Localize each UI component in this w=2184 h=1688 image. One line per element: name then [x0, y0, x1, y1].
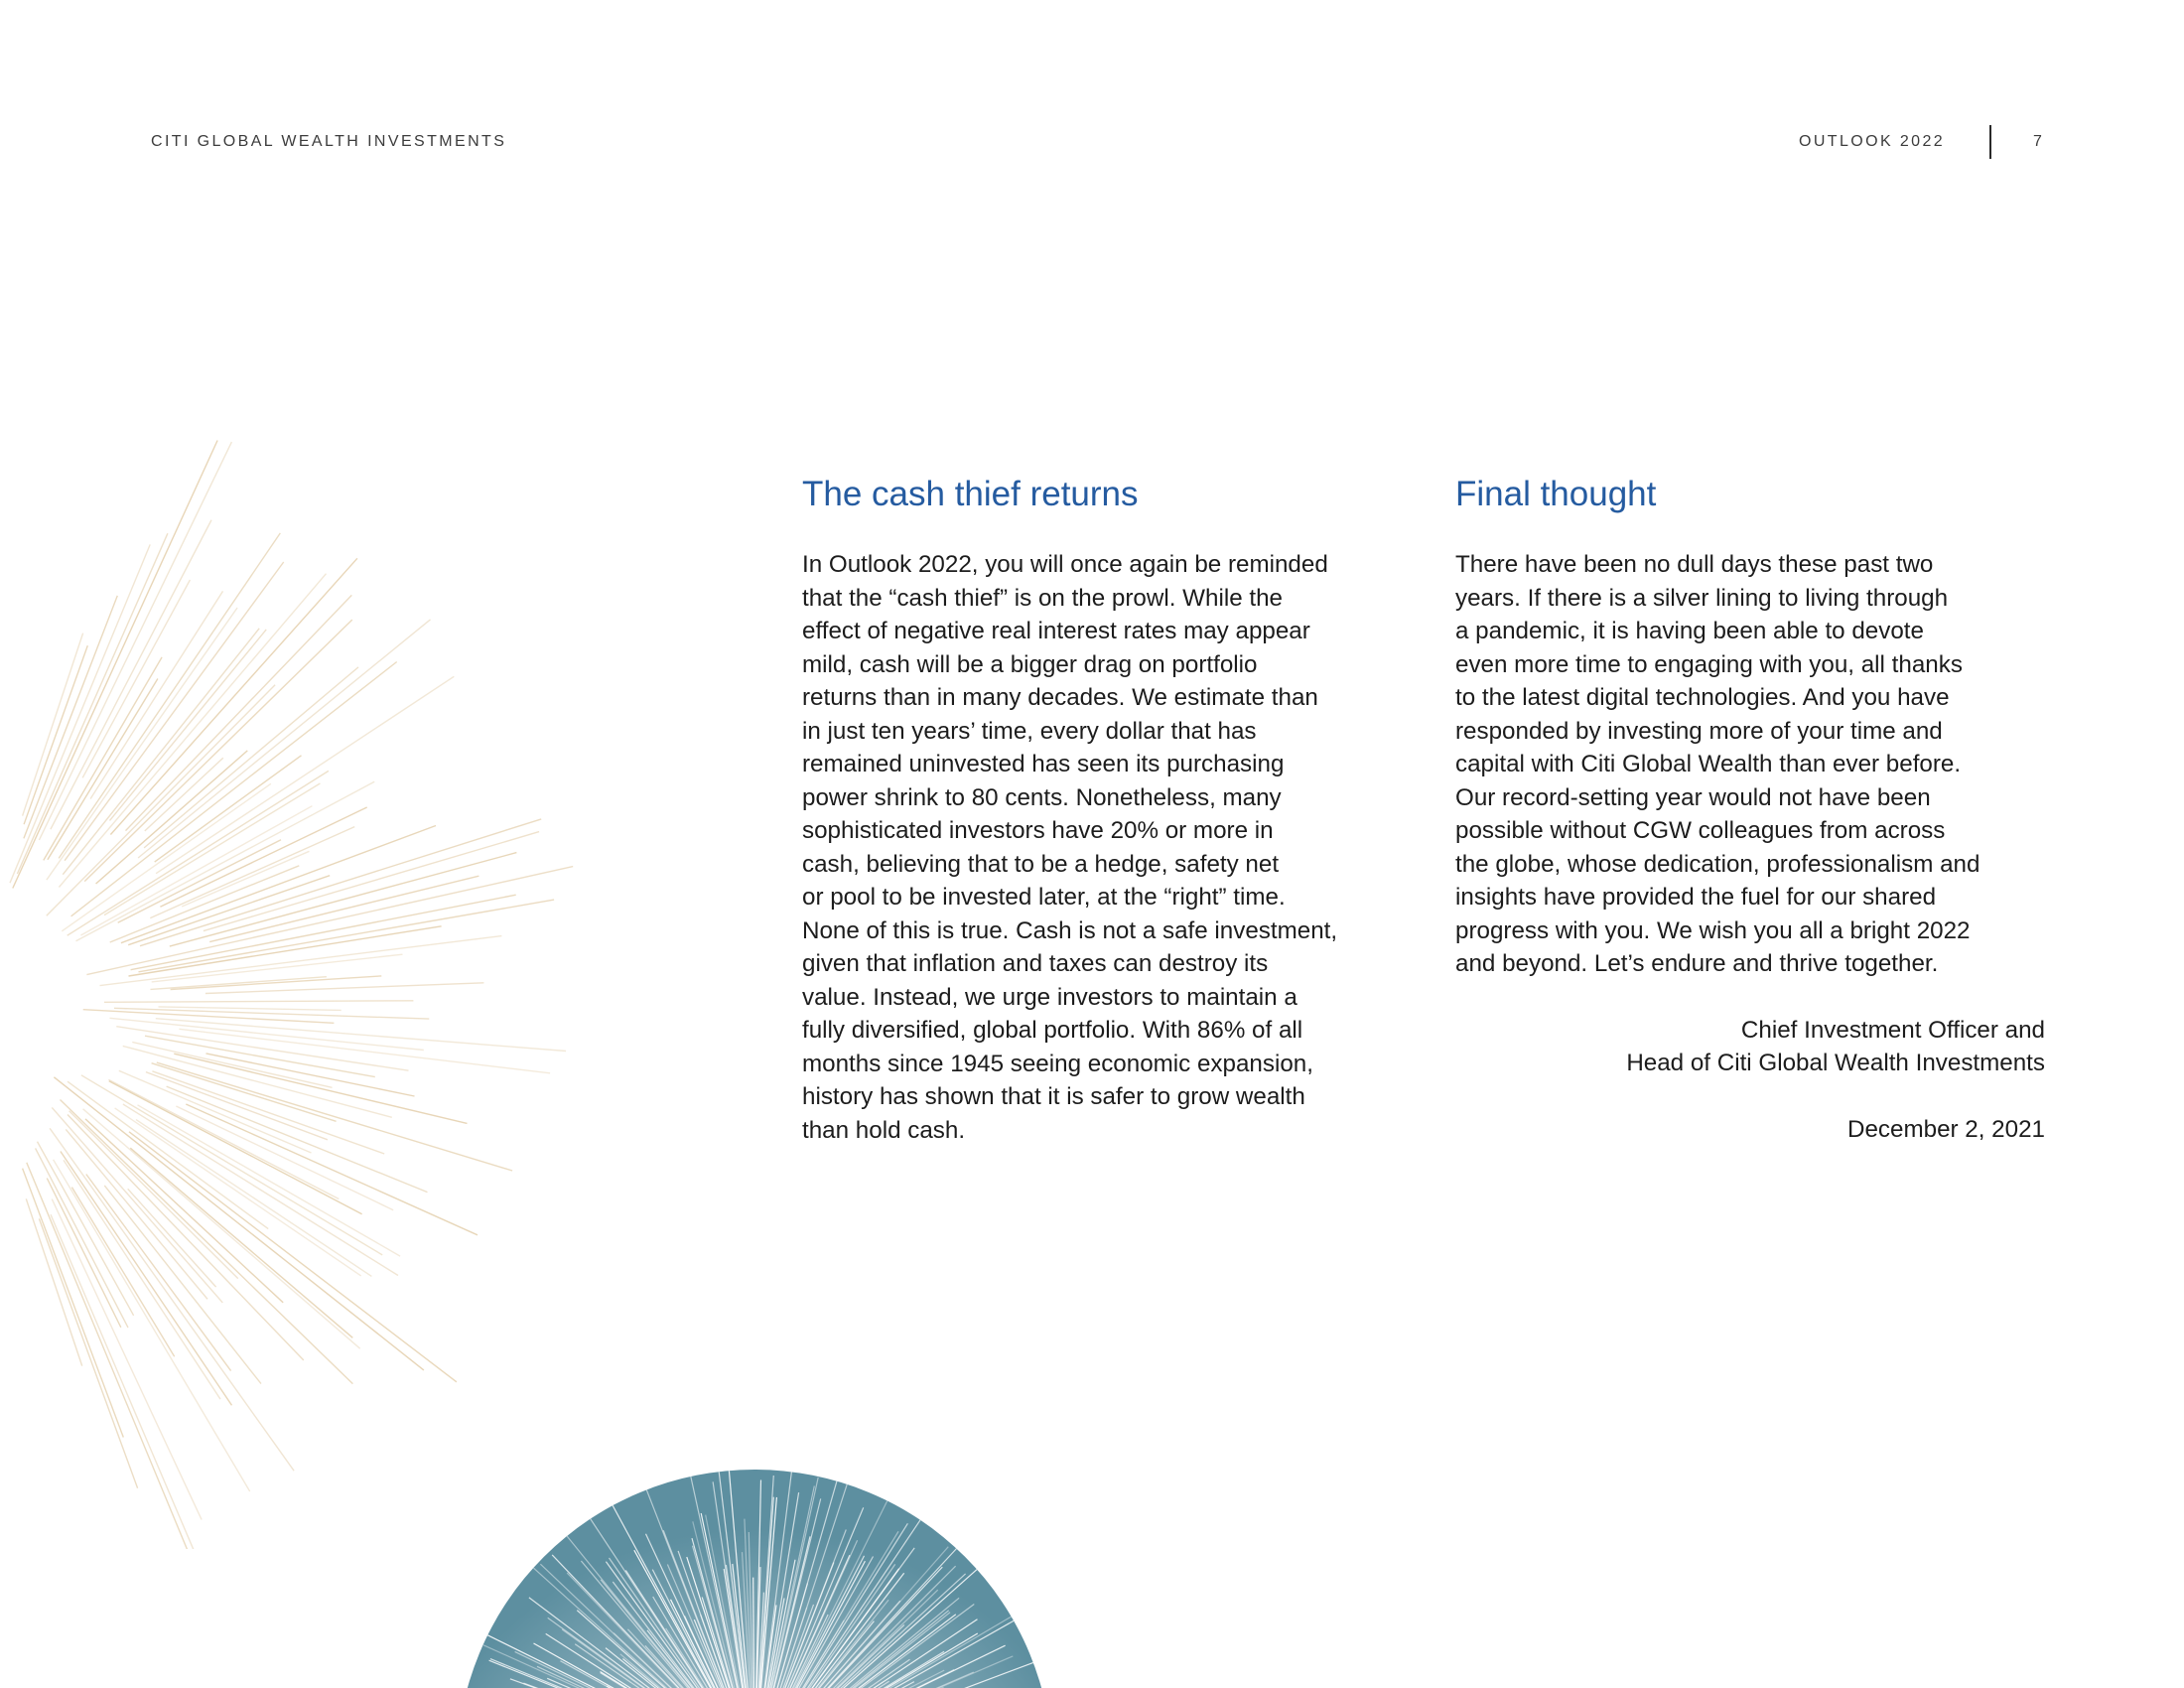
cash-thief-title: The cash thief returns	[802, 475, 1139, 513]
body-line: returns than in many decades. We estimate than	[802, 684, 1318, 711]
signature-title: Chief Investment Officer and	[1740, 1016, 2045, 1044]
body-line: the globe, whose dedication, professionalism and	[1455, 850, 1980, 878]
body-line: remained uninvested has seen its purchasing	[802, 751, 1285, 777]
body-line: capital with Citi Global Wealth than ever before.	[1455, 751, 1962, 777]
cash-thief-body	[802, 548, 1398, 1147]
body-line: Our record-setting year would not have been	[1455, 783, 1931, 811]
body-line: than hold cash.	[802, 1116, 966, 1144]
body-line: There have been no dull days these past two	[1455, 551, 1934, 578]
body-line: In Outlook 2022, you will once again be reminded	[802, 551, 1328, 578]
body-line: to the latest digital technologies. And you have	[1455, 684, 1950, 711]
cash-thief-section	[802, 475, 1398, 1147]
body-line: a pandemic, it is having been able to devote	[1455, 618, 1924, 644]
body-line: power shrink to 80 cents. Nonetheless, many	[802, 783, 1282, 811]
body-line: years. If there is a silver lining to living through	[1455, 584, 1949, 612]
final-thought-section	[1455, 475, 2045, 1146]
body-line: sophisticated investors have 20% or more in	[802, 817, 1274, 844]
body-line: or pool to be invested later, at the “right” time.	[802, 884, 1286, 911]
body-line: effect of negative real interest rates may appear	[802, 618, 1310, 644]
final-thought-body	[1455, 548, 2045, 981]
body-line: progress with you. We wish you all a bright 2022	[1455, 916, 1971, 944]
body-line: that the “cash thief” is on the prowl. While the	[802, 584, 1283, 612]
body-line: value. Instead, we urge investors to maintain a	[802, 983, 1297, 1011]
body-line: months since 1945 seeing economic expansion,	[802, 1050, 1313, 1077]
final-thought-title: Final thought	[1455, 475, 1657, 513]
body-line: responded by investing more of your time and	[1455, 717, 1943, 745]
signature-block	[1455, 1014, 2045, 1080]
body-line: cash, believing that to be a hedge, safety net	[802, 850, 1280, 878]
body-line: insights have provided the fuel for our shared	[1455, 884, 1937, 911]
body-line: None of this is true. Cash is not a safe investment,	[802, 916, 1338, 944]
publisher-label: CITI GLOBAL WEALTH INVESTMENTS	[151, 133, 507, 150]
body-line: fully diversified, global portfolio. With 86% of all	[802, 1017, 1303, 1044]
body-line: mild, cash will be a bigger drag on portfolio	[802, 650, 1258, 678]
publication-label: OUTLOOK 2022	[1799, 133, 1946, 150]
body-line: in just ten years’ time, every dollar that has	[802, 717, 1257, 745]
body-line: possible without CGW colleagues from across	[1455, 817, 1946, 844]
signature-role: Head of Citi Global Wealth Investments	[1626, 1050, 2045, 1076]
signature-date: December 2, 2021	[1847, 1115, 2045, 1143]
body-line: history has shown that it is safer to grow wealth	[802, 1083, 1305, 1110]
body-line: given that inflation and taxes can destroy its	[802, 950, 1269, 977]
body-line: even more time to engaging with you, all thanks	[1455, 650, 1963, 678]
page-number: 7	[2033, 133, 2042, 150]
body-line: and beyond. Let’s endure and thrive together.	[1455, 950, 1939, 977]
